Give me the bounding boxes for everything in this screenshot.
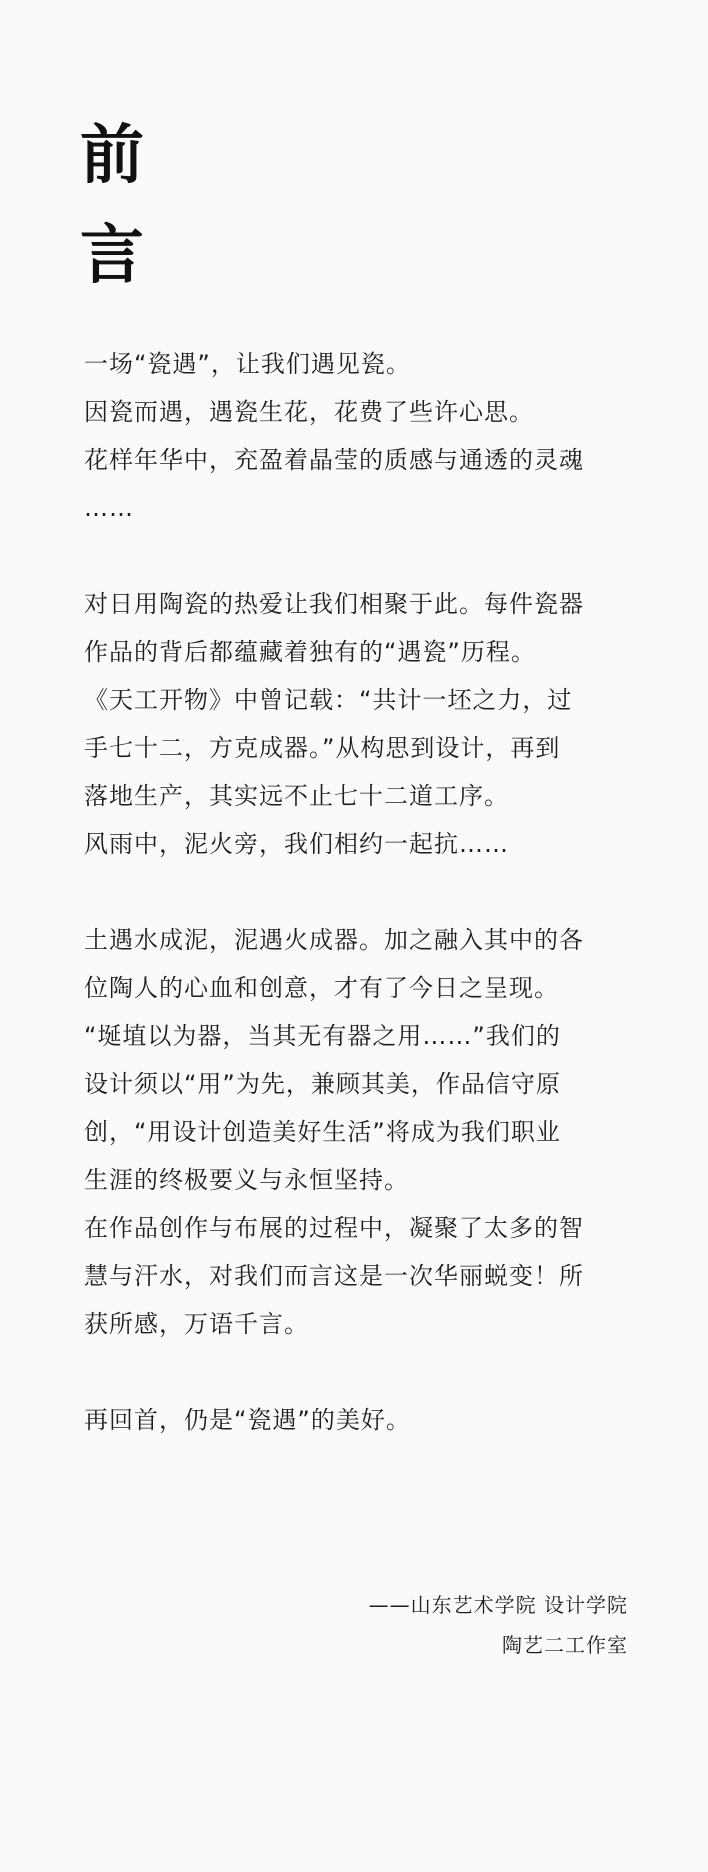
paragraph-1 [84,340,632,532]
text-line: 位陶人的心血和创意，才有了今日之呈现。 [84,974,559,1002]
paragraph-3 [84,916,632,1348]
text-line: 设计须以“用”为先，兼顾其美，作品信守原 [84,1070,561,1098]
signature-studio: 陶艺二工作室 [502,1633,628,1657]
text-line: 土遇水成泥，泥遇火成器。加之融入其中的各 [84,926,584,954]
text-line: 慧与汗水，对我们而言这是一次华丽蜕变！所 [84,1262,584,1290]
text-line: 再回首，仍是“瓷遇”的美好。 [84,1406,411,1434]
signature-institution: ——山东艺术学院 设计学院 [368,1593,628,1617]
text-line: …… [84,494,134,522]
paragraph-4 [84,1396,632,1444]
text-line: 对日用陶瓷的热爱让我们相聚于此。每件瓷器 [84,590,584,618]
text-line: 落地生产，其实远不止七十二道工序。 [84,782,509,810]
title-char-1: 前 [80,118,144,193]
signature [369,1585,628,1665]
page-title [80,106,170,306]
paragraph-2 [84,580,632,868]
text-line: 因瓷而遇，遇瓷生花，花费了些许心思。 [84,398,534,426]
text-line: 一场“瓷遇”，让我们遇见瓷。 [84,350,411,378]
text-line: 在作品创作与布展的过程中，凝聚了太多的智 [84,1214,584,1242]
text-line: 手七十二，方克成器。”从构思到设计，再到 [84,734,561,762]
preface-body [84,340,632,1444]
text-line: 花样年华中，充盈着晶莹的质感与通透的灵魂 [84,446,584,474]
text-line: 《天工开物》中曾记载：“共计一坯之力，过 [84,686,573,714]
title-char-2: 言 [80,218,144,293]
text-line: “埏埴以为器，当其无有器之用……”我们的 [84,1022,561,1050]
text-line: 作品的背后都蕴藏着独有的“遇瓷”历程。 [84,638,536,666]
text-line: 生涯的终极要义与永恒坚持。 [84,1166,409,1194]
text-line: 风雨中，泥火旁，我们相约一起抗…… [84,830,509,858]
text-line: 创，“用设计创造美好生活”将成为我们职业 [84,1118,561,1146]
text-line: 获所感，万语千言。 [84,1310,309,1338]
